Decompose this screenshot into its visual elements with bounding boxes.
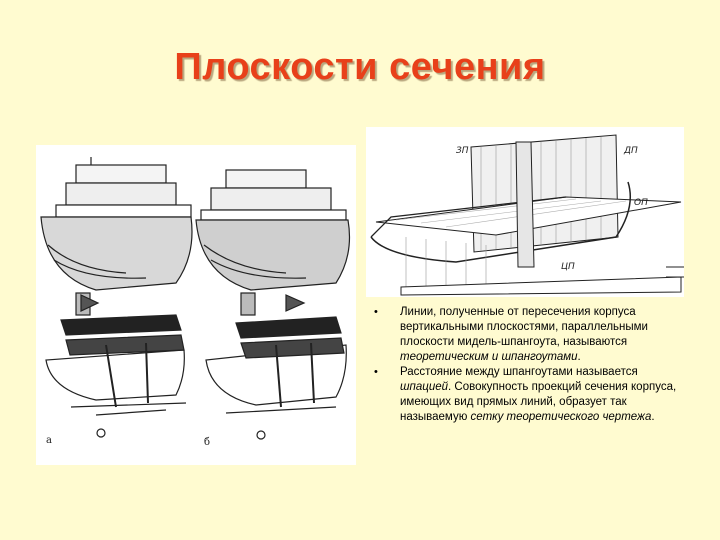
bullet-term: шпацией [400, 381, 449, 393]
bullet-marker: • [374, 366, 378, 378]
label-cp: ЦП [561, 262, 575, 272]
label-b: б [204, 437, 211, 448]
bullet-text-part: Линии, полученные от пересечения корпуса вертикальными плоскостями, параллельными плоскости мидель-шпангоута, называются [400, 306, 648, 348]
bullet-text-part: Расстояние между шпангоутами называется [400, 366, 638, 378]
bullet-text-part: . Совокупность проекций сечения корпуса, имеющих вид прямых линий, образует так называемую [400, 381, 677, 423]
bullet-text [400, 365, 686, 425]
section-planes-drawing [366, 127, 684, 297]
ship-stern-illustration [36, 145, 356, 465]
section-planes-illustration [366, 127, 684, 297]
label-op: ОП [634, 198, 648, 208]
label-dp: ДП [624, 146, 638, 156]
bullet-term: теоретическим и шпангоутами [400, 351, 578, 363]
bullet-text [400, 305, 686, 365]
bullet-text-part: . [577, 351, 581, 363]
ship-stern-drawing [36, 145, 356, 465]
label-a: а [46, 435, 52, 446]
bullet-list [366, 305, 686, 425]
bullet-term: сетку теоретического чертежа [470, 411, 652, 423]
slide-title: Плоскости сечения [174, 46, 546, 88]
bullet-text-part: . [651, 411, 655, 423]
label-zp: ЗП [456, 146, 469, 156]
bullet-item-spacing [366, 365, 686, 425]
bullet-item-frames [366, 305, 686, 365]
bullet-marker: • [374, 306, 378, 318]
